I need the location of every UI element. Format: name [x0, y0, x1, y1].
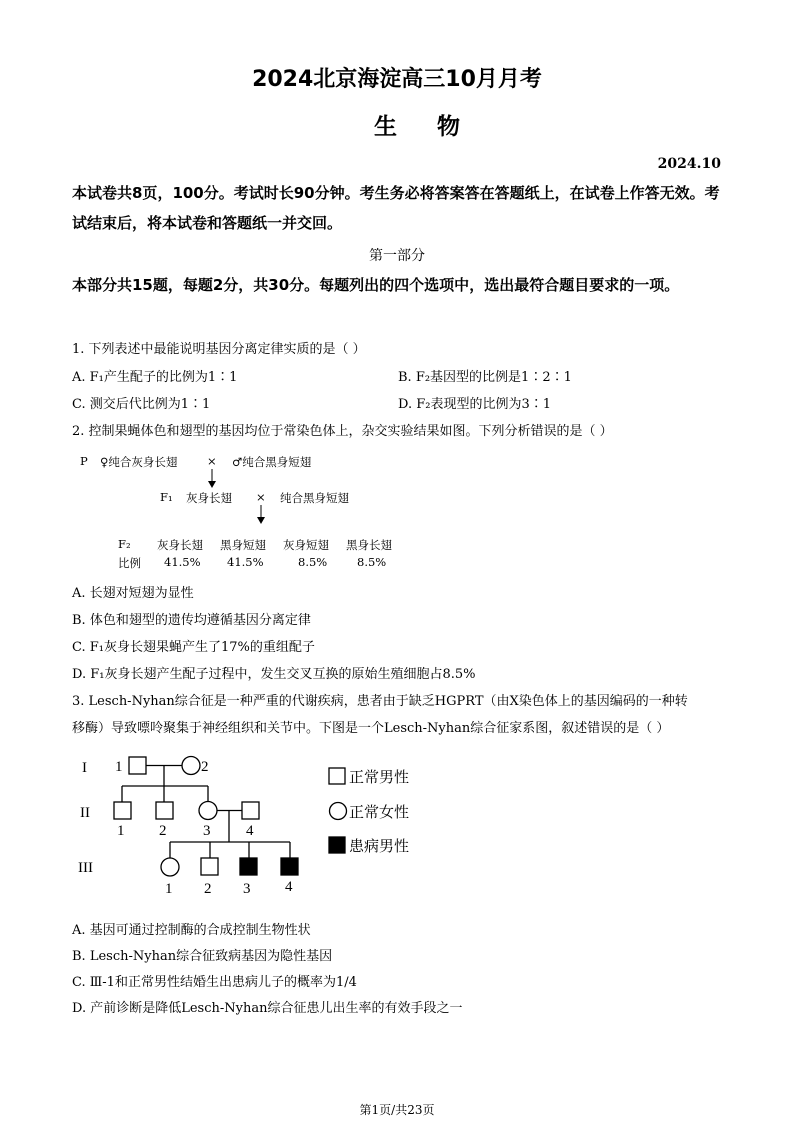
normal-female-symbol — [199, 802, 217, 820]
cross-f2-phenotype: 灰身短翅 — [283, 538, 329, 552]
cross-f2-phenotype: 黑身短翅 — [220, 538, 266, 552]
affected-male-symbol — [281, 858, 298, 875]
individual-id: 1 — [117, 823, 125, 839]
question-1-stem: 1. 下列表述中最能说明基因分离定律实质的是（ ） — [72, 342, 366, 357]
section-intro: 本部分共15题，每题2分，共30分。每题列出的四个选项中，选出最符合题目要求的一项。 — [72, 276, 680, 294]
page-number: 第1页/共23页 — [359, 1103, 435, 1117]
subject-title: 生物 — [374, 114, 500, 140]
question-3-option-d: D. 产前诊断是降低Lesch-Nyhan综合征患儿出生率的有效手段之一 — [72, 1001, 463, 1016]
exam-date: 2024.10 — [657, 156, 721, 172]
question-2-stem: 2. 控制果蝇体色和翅型的基因均位于常染色体上，杂交实验结果如图。下列分析错误的是（ ） — [72, 424, 613, 439]
legend-label: 正常女性 — [349, 803, 410, 821]
section-heading: 第一部分 — [369, 248, 425, 264]
exam-instructions: 本试卷共8页，100分。考试时长90分钟。考生务必将答案答在答题纸上，在试卷上作答无效。考试结束后，将本试卷和答题纸一并交回。 — [72, 184, 720, 232]
question-3-stem-line1: 3. Lesch-Nyhan综合征是一种严重的代谢疾病，患者由于缺乏HGPRT（由X染色体上的基因编码的一种转 — [72, 694, 688, 709]
normal-male-symbol — [242, 802, 259, 819]
cross-f2-ratio: 41.5% — [164, 555, 201, 569]
cross-ratio-label: 比例 — [118, 556, 141, 570]
question-3-option-b: B. Lesch-Nyhan综合征致病基因为隐性基因 — [72, 949, 333, 964]
cross-arrow-1 — [206, 469, 218, 489]
individual-id: 2 — [201, 759, 209, 775]
question-3-stem-line2: 移酶）导致嘌呤聚集于神经组织和关节中。下图是一个Lesch-Nyhan综合征家系图，叙述错误的是（ ） — [72, 721, 670, 736]
individual-id: 1 — [165, 881, 173, 897]
generation-label: III — [78, 860, 93, 876]
question-2-option-b: B. 体色和翅型的遗传均遵循基因分离定律 — [72, 613, 311, 628]
cross-f1-label: F₁ — [160, 490, 173, 504]
question-1-option-b: B. F₂基因型的比例是1∶2∶1 — [398, 370, 572, 385]
cross-p-label: P — [80, 454, 88, 468]
normal-female-symbol — [161, 858, 179, 876]
exam-title: 2024北京海淀高三10月月考 — [252, 67, 542, 92]
pedigree-legend — [329, 768, 409, 855]
cross-f2-label: F₂ — [118, 537, 131, 551]
cross-f2-ratio: 41.5% — [227, 555, 264, 569]
legend-normal-male-icon — [329, 768, 345, 784]
normal-female-symbol — [182, 757, 200, 775]
individual-id: 3 — [203, 823, 211, 839]
normal-male-symbol — [156, 802, 173, 819]
question-1-option-d: D. F₂表现型的比例为3∶1 — [398, 397, 551, 412]
legend-label: 正常男性 — [349, 768, 410, 786]
legend-label: 患病男性 — [349, 837, 410, 855]
question-2-option-a: A. 长翅对短翅为显性 — [72, 586, 194, 601]
legend-normal-female-icon — [330, 803, 347, 820]
cross-p-female: ♀纯合灰身长翅 — [100, 455, 178, 469]
question-2-option-c: C. F₁灰身长翅果蝇产生了17%的重组配子 — [72, 640, 315, 655]
question-1-option-a: A. F₁产生配子的比例为1∶1 — [72, 370, 238, 385]
cross-p-male: ♂纯合黑身短翅 — [232, 455, 312, 469]
question-3-option-a: A. 基因可通过控制酶的合成控制生物性状 — [72, 923, 311, 938]
cross-times-symbol: × — [207, 454, 217, 468]
pedigree-chart — [70, 745, 440, 900]
cross-f2-phenotype: 黑身长翅 — [346, 538, 392, 552]
question-3-option-c: C. Ⅲ-1和正常男性结婚生出患病儿子的概率为1/4 — [72, 975, 357, 990]
question-2-option-d: D. F₁灰身长翅产生配子过程中，发生交叉互换的原始生殖细胞占8.5% — [72, 667, 476, 682]
normal-male-symbol — [201, 858, 218, 875]
individual-id: 1 — [115, 759, 123, 775]
cross-f1-times-symbol: × — [256, 490, 266, 504]
cross-f2-ratio: 8.5% — [298, 555, 328, 569]
individual-id: 2 — [159, 823, 167, 839]
cross-arrow-2 — [255, 505, 267, 525]
individual-id: 3 — [243, 881, 251, 897]
legend-affected-male-icon — [329, 837, 345, 853]
cross-f1-phenotype: 灰身长翅 — [186, 491, 232, 505]
affected-male-symbol — [240, 858, 257, 875]
generation-label: II — [80, 805, 90, 821]
normal-male-symbol — [114, 802, 131, 819]
cross-f2-ratio: 8.5% — [357, 555, 387, 569]
individual-id: 2 — [204, 881, 212, 897]
cross-f1-partner: 纯合黑身短翅 — [280, 491, 349, 505]
question-1-option-c: C. 测交后代比例为1∶1 — [72, 397, 211, 412]
generation-label: I — [82, 760, 87, 776]
normal-male-symbol — [129, 757, 146, 774]
cross-f2-phenotype: 灰身长翅 — [157, 538, 203, 552]
individual-id: 4 — [285, 879, 293, 895]
individual-id: 4 — [246, 823, 254, 839]
